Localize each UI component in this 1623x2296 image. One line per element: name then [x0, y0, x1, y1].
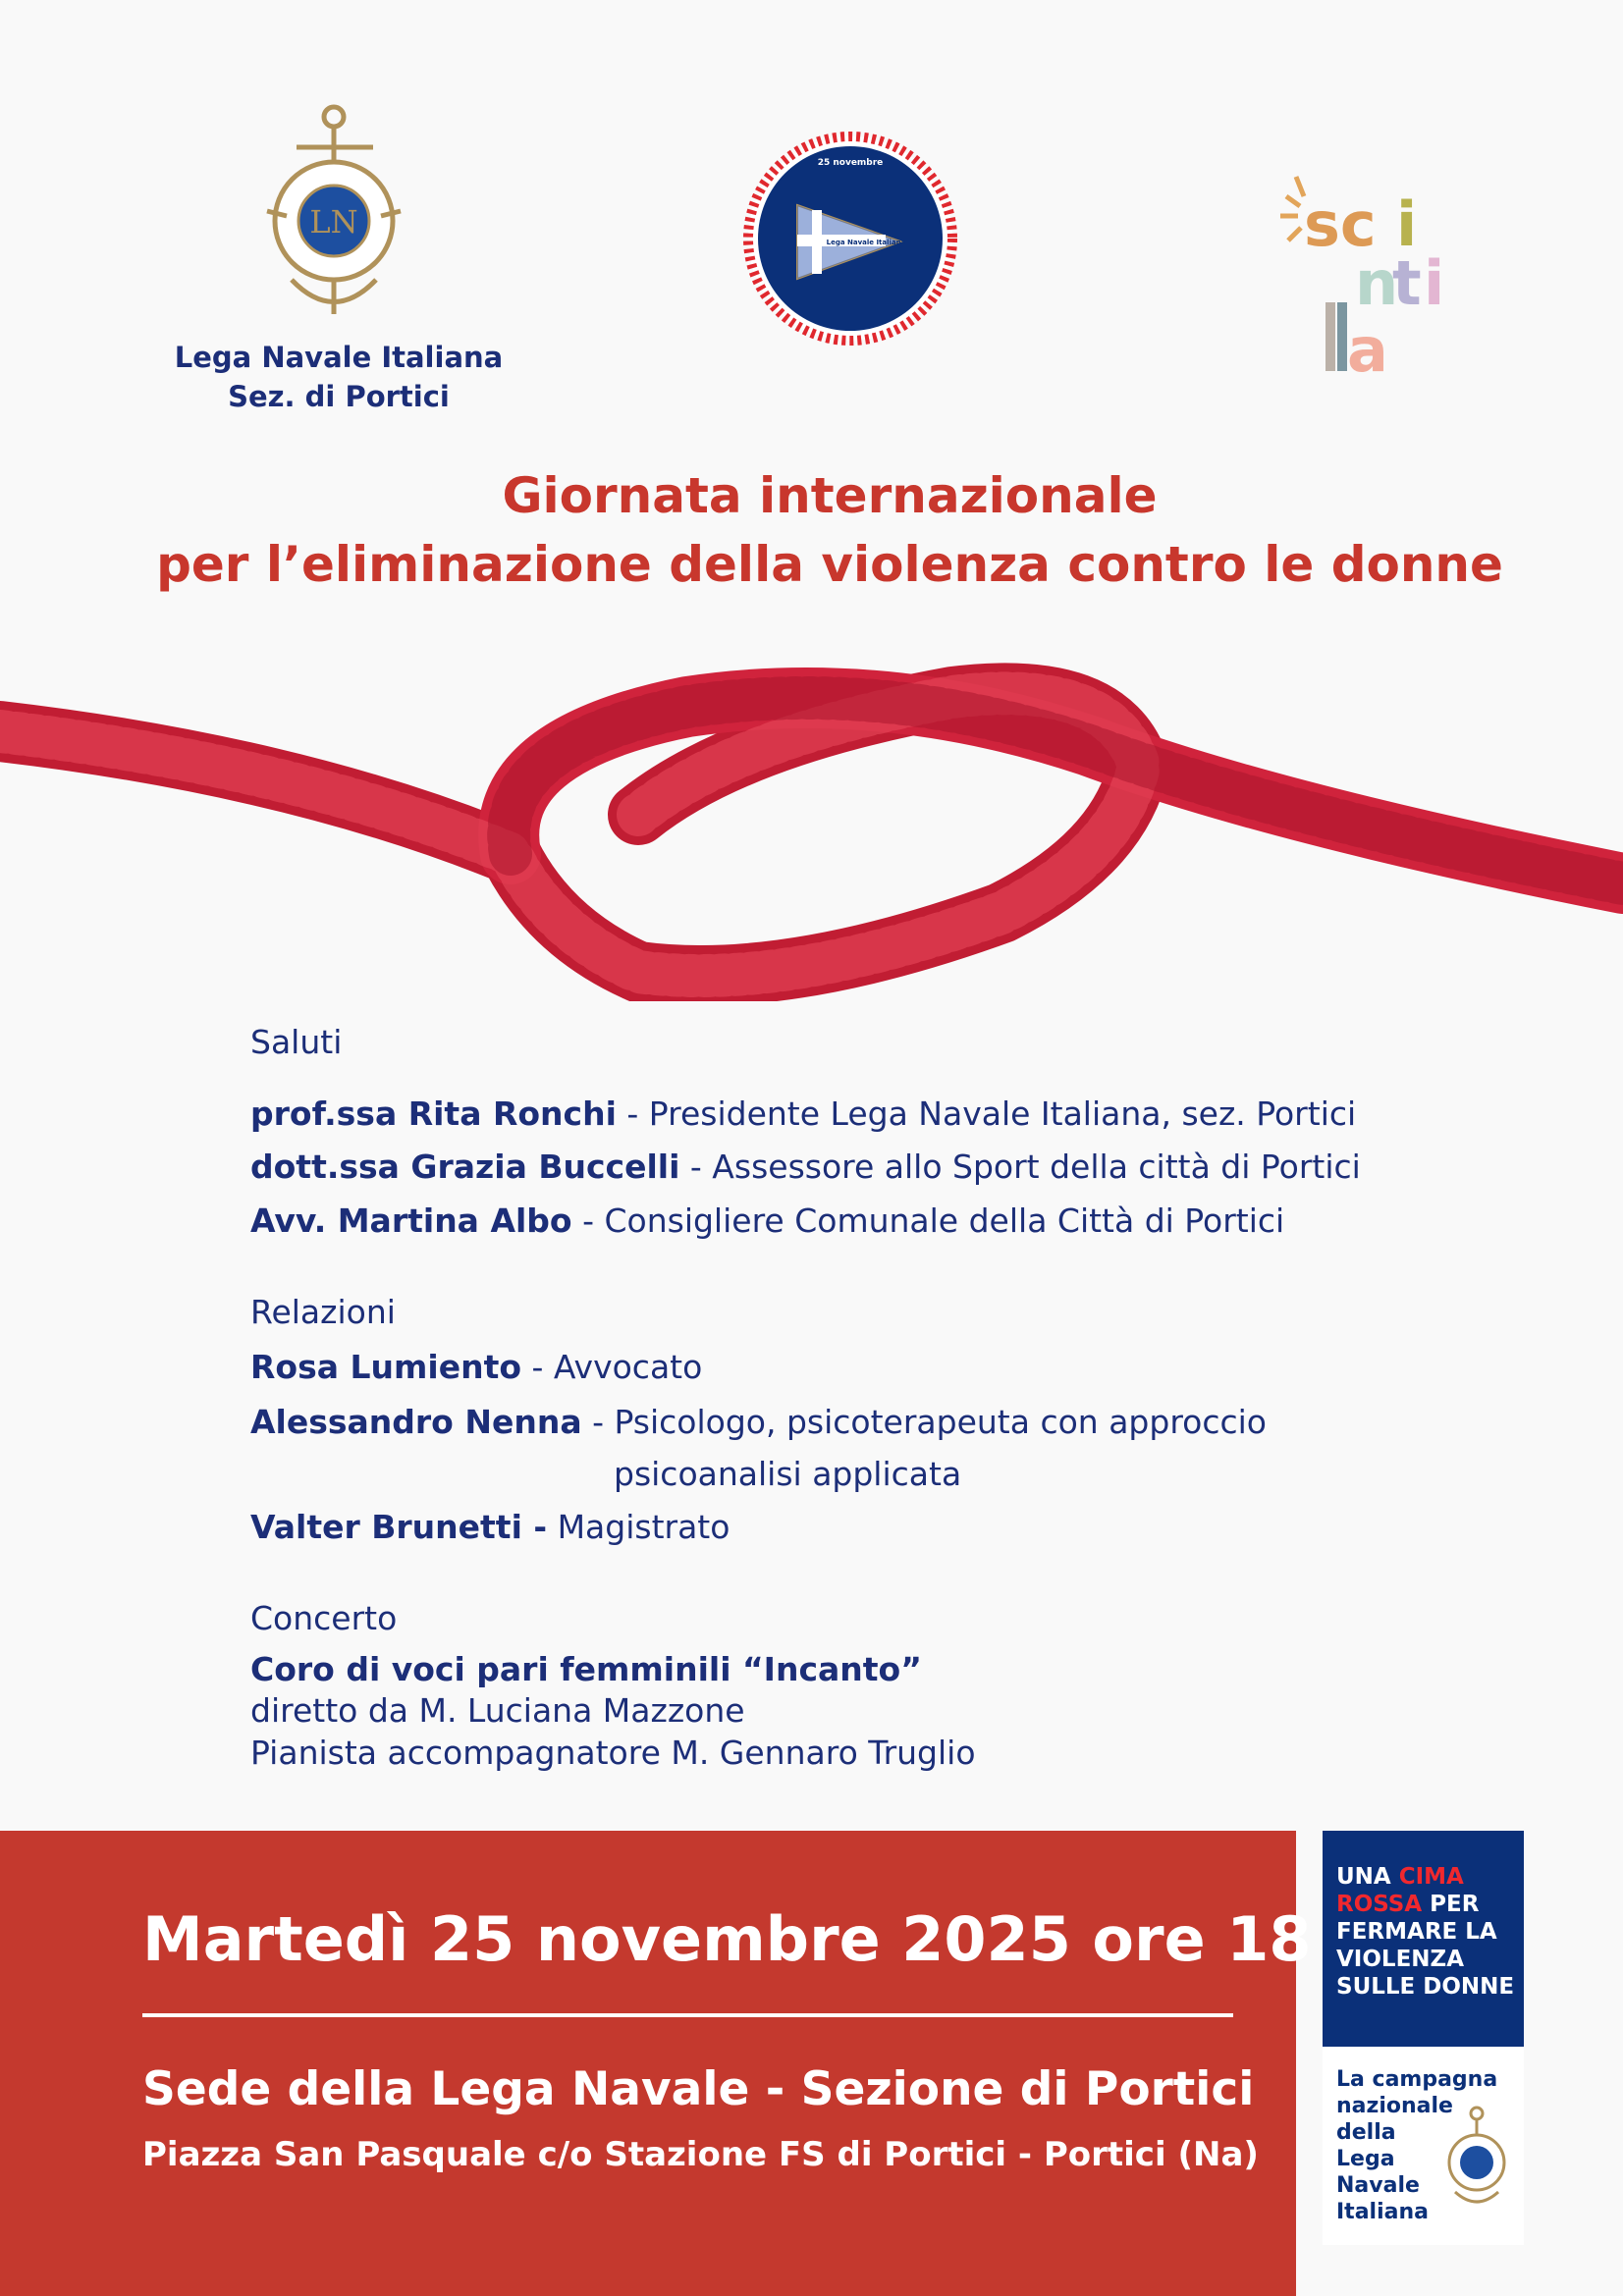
choir-name: Coro di voci pari femminili “Incanto”	[250, 1650, 922, 1688]
campaign-tagline: La campagna nazionale della Lega Navale Italiana	[1323, 2047, 1524, 2245]
event-venue: Sede della Lega Navale - Sezione di Portici	[142, 2062, 1255, 2116]
svg-text:Lega Navale Italiana: Lega Navale Italiana	[826, 239, 906, 246]
speaker-line: Avv. Martina Albo - Consigliere Comunale della Città di Portici	[250, 1201, 1285, 1240]
event-address: Piazza San Pasquale c/o Stazione FS di Portici - Portici (Na)	[142, 2135, 1259, 2174]
svg-text:a: a	[1347, 314, 1388, 378]
speaker-line: Alessandro Nenna - Psicologo, psicoterapeuta con approccio	[250, 1403, 1267, 1441]
red-rope-knot-image	[0, 638, 1623, 1001]
campaign-slogan: UNA CIMA ROSSA PER FERMARE LA VIOLENZA SULLE DONNE	[1323, 1831, 1524, 2047]
saluti-heading: Saluti	[250, 1023, 343, 1061]
divider	[142, 2013, 1233, 2017]
choir-director: diretto da M. Luciana Mazzone	[250, 1691, 745, 1730]
svg-text:i: i	[1396, 188, 1418, 260]
event-date: Martedì 25 novembre 2025 ore 18	[142, 1903, 1312, 1975]
svg-text:i: i	[1424, 247, 1445, 319]
anchor-small-icon	[1440, 2106, 1514, 2214]
speaker-line: Rosa Lumiento - Avvocato	[250, 1348, 703, 1386]
org-name: Lega Navale Italiana Sez. di Portici	[174, 341, 504, 413]
svg-text:n: n	[1355, 247, 1399, 319]
svg-text:LN: LN	[309, 203, 358, 240]
campaign-badge-logo	[743, 132, 957, 346]
scintilla-logo	[1276, 167, 1453, 378]
speaker-line: prof.ssa Rita Ronchi - Presidente Lega Navale Italiana, sez. Portici	[250, 1095, 1357, 1133]
svg-text:t: t	[1392, 247, 1422, 319]
lega-navale-anchor-logo	[257, 103, 410, 324]
event-title: Giornata internazionale per l’eliminazione della violenza contro le donne	[156, 467, 1503, 593]
speaker-line: dott.ssa Grazia Buccelli - Assessore allo Sport della città di Portici	[250, 1148, 1361, 1186]
relazioni-heading: Relazioni	[250, 1293, 396, 1331]
pianist: Pianista accompagnatore M. Gennaro Truglio	[250, 1734, 976, 1772]
event-details-panel	[0, 1831, 1312, 2296]
badge-text: 25 novembre	[817, 158, 884, 168]
speaker-role-cont: psicoanalisi applicata	[614, 1455, 962, 1493]
speaker-line: Valter Brunetti - Magistrato	[250, 1508, 730, 1546]
concerto-heading: Concerto	[250, 1599, 398, 1637]
svg-text:sc: sc	[1304, 188, 1377, 260]
